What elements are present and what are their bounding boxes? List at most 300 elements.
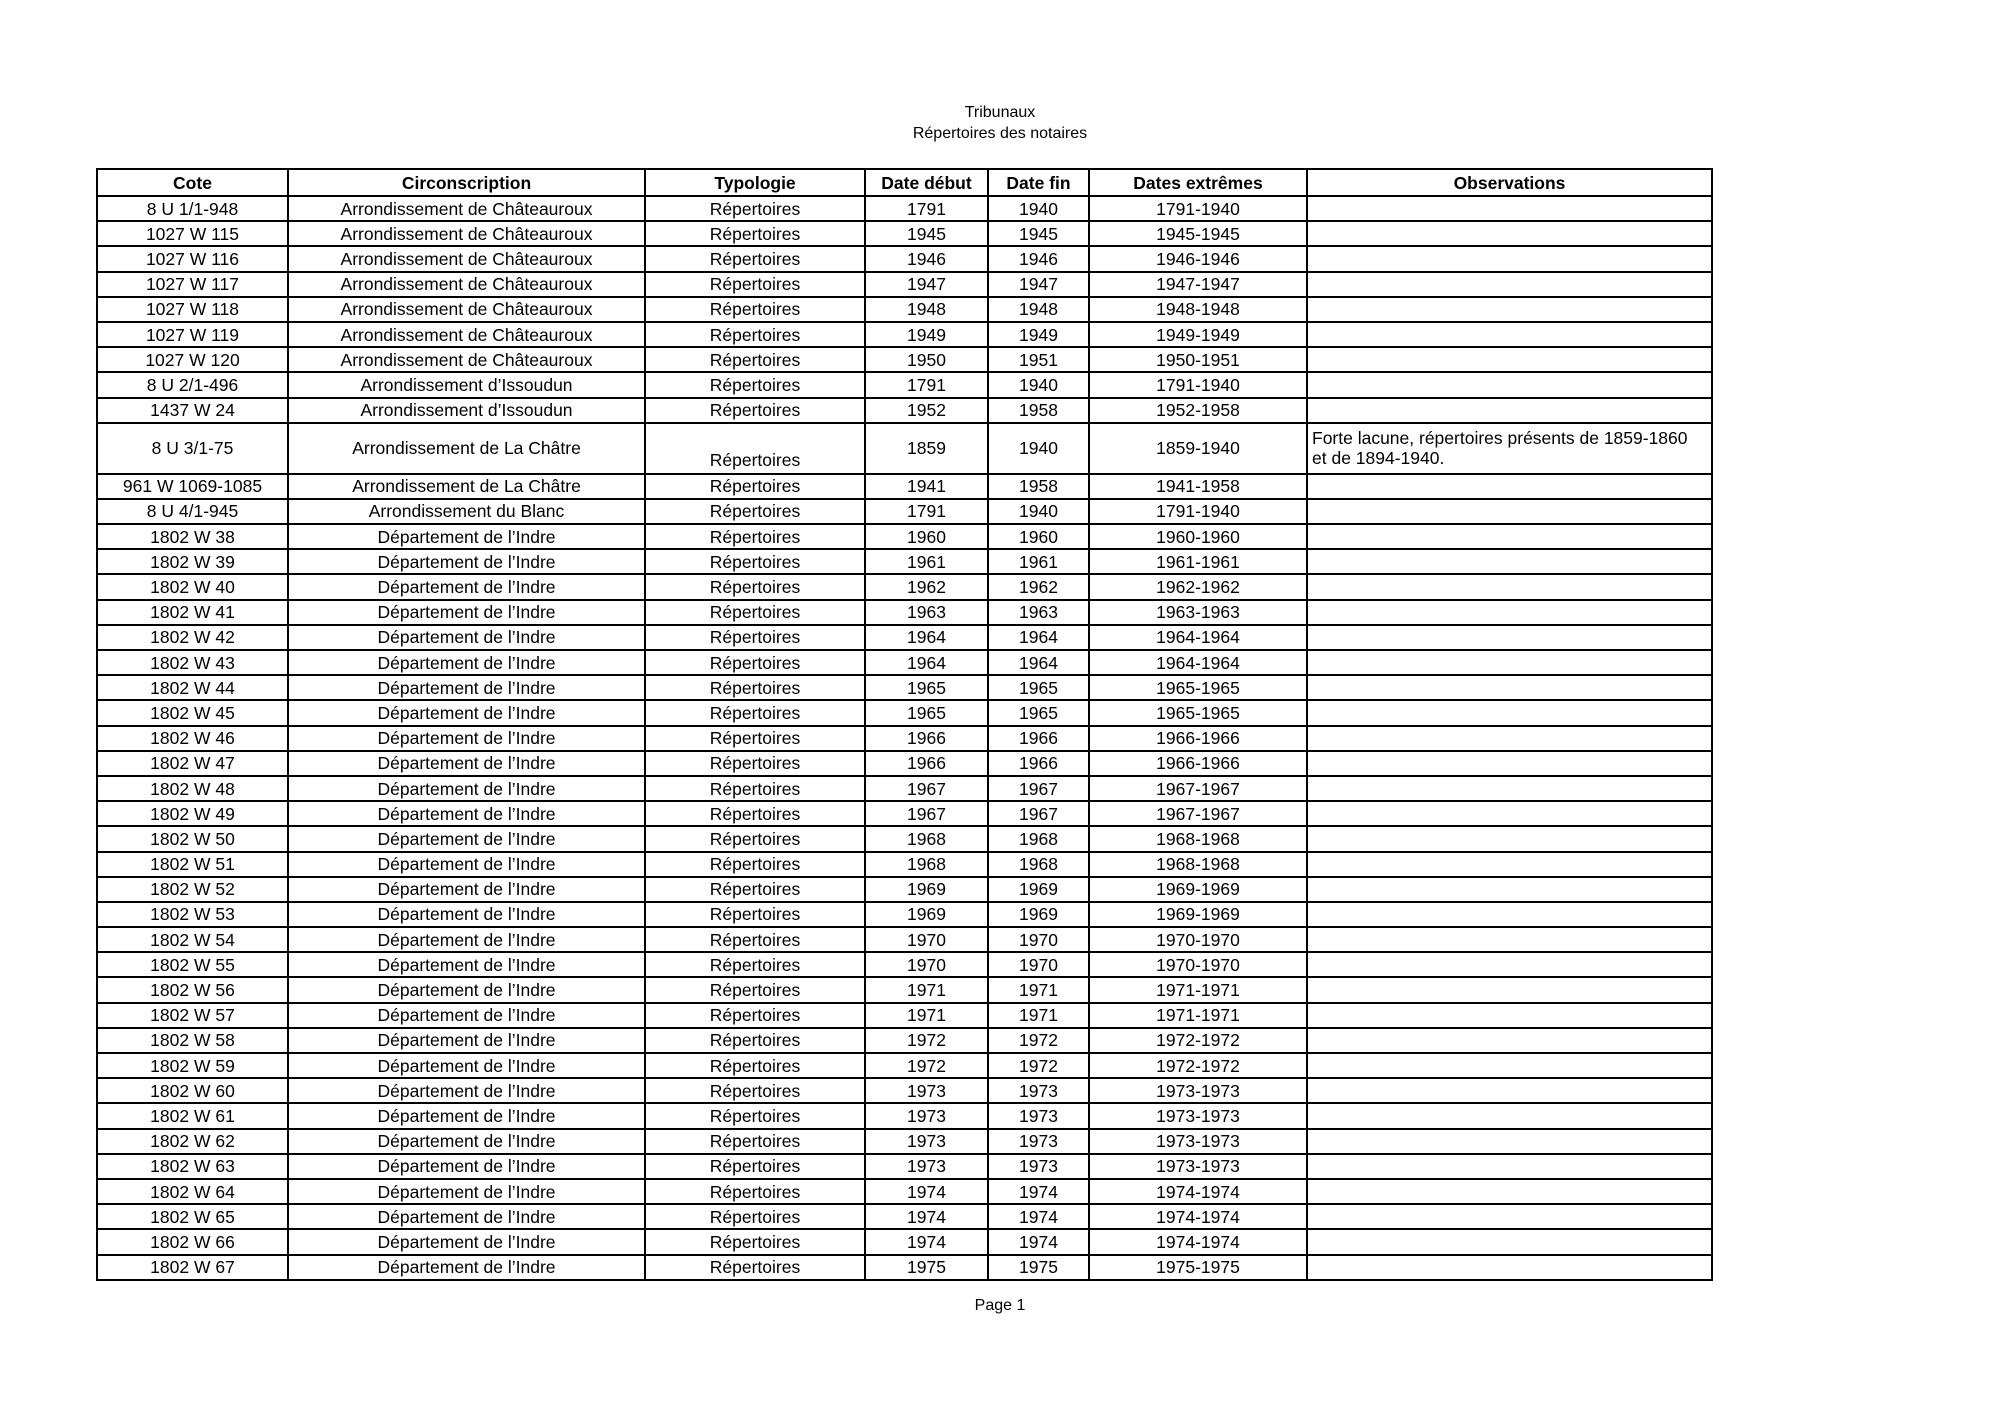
cell-observations (1307, 347, 1712, 372)
cell-typologie: Répertoires (645, 423, 865, 474)
cell-typologie: Répertoires (645, 675, 865, 700)
table-row (97, 1053, 1712, 1078)
cell-circonscription: Département de l’Indre (288, 675, 645, 700)
cell-cote: 1802 W 56 (97, 977, 288, 1002)
cell-observations (1307, 801, 1712, 826)
cell-cote: 1437 W 24 (97, 398, 288, 423)
cell-typologie: Répertoires (645, 801, 865, 826)
cell-date-fin: 1940 (988, 499, 1089, 524)
cell-observations (1307, 650, 1712, 675)
cell-observations (1307, 574, 1712, 599)
cell-date-debut: 1968 (865, 852, 988, 877)
table-row (97, 372, 1712, 397)
cell-dates-extremes: 1962-1962 (1089, 574, 1307, 599)
cell-cote: 1027 W 120 (97, 347, 288, 372)
cell-observations (1307, 549, 1712, 574)
cell-dates-extremes: 1961-1961 (1089, 549, 1307, 574)
table-row (97, 952, 1712, 977)
cell-cote: 1802 W 40 (97, 574, 288, 599)
cell-cote: 1802 W 50 (97, 826, 288, 851)
cell-cote: 1802 W 61 (97, 1103, 288, 1128)
cell-typologie: Répertoires (645, 398, 865, 423)
cell-circonscription: Arrondissement de Châteauroux (288, 196, 645, 221)
cell-cote: 8 U 4/1-945 (97, 499, 288, 524)
cell-dates-extremes: 1947-1947 (1089, 272, 1307, 297)
table-row (97, 776, 1712, 801)
column-header-dates-extremes: Dates extrêmes (1089, 169, 1307, 196)
cell-circonscription: Département de l’Indre (288, 1078, 645, 1103)
cell-typologie: Répertoires (645, 625, 865, 650)
cell-date-fin: 1940 (988, 196, 1089, 221)
cell-date-fin: 1940 (988, 372, 1089, 397)
cell-circonscription: Arrondissement de Châteauroux (288, 221, 645, 246)
cell-circonscription: Département de l’Indre (288, 1255, 645, 1280)
table-row (97, 322, 1712, 347)
cell-cote: 1802 W 65 (97, 1204, 288, 1229)
table-row (97, 751, 1712, 776)
cell-circonscription: Arrondissement de La Châtre (288, 423, 645, 474)
cell-date-fin: 1947 (988, 272, 1089, 297)
cell-circonscription: Département de l’Indre (288, 902, 645, 927)
cell-observations (1307, 372, 1712, 397)
cell-date-fin: 1970 (988, 952, 1089, 977)
cell-dates-extremes: 1966-1966 (1089, 726, 1307, 751)
cell-circonscription: Département de l’Indre (288, 776, 645, 801)
cell-dates-extremes: 1967-1967 (1089, 776, 1307, 801)
cell-circonscription: Département de l’Indre (288, 549, 645, 574)
cell-date-debut: 1969 (865, 877, 988, 902)
cell-date-debut: 1973 (865, 1154, 988, 1179)
cell-observations (1307, 272, 1712, 297)
table-row (97, 852, 1712, 877)
cell-circonscription: Département de l’Indre (288, 877, 645, 902)
cell-typologie: Répertoires (645, 927, 865, 952)
cell-dates-extremes: 1791-1940 (1089, 196, 1307, 221)
cell-circonscription: Arrondissement de La Châtre (288, 474, 645, 499)
table-row (97, 196, 1712, 221)
cell-observations (1307, 1078, 1712, 1103)
cell-circonscription: Département de l’Indre (288, 1154, 645, 1179)
cell-circonscription: Département de l’Indre (288, 650, 645, 675)
cell-typologie: Répertoires (645, 1154, 865, 1179)
cell-circonscription: Département de l’Indre (288, 1204, 645, 1229)
cell-typologie: Répertoires (645, 322, 865, 347)
cell-date-fin: 1972 (988, 1053, 1089, 1078)
cell-date-debut: 1966 (865, 751, 988, 776)
cell-dates-extremes: 1973-1973 (1089, 1154, 1307, 1179)
cell-circonscription: Département de l’Indre (288, 1179, 645, 1204)
title-line-2: Répertoires des notaires (912, 125, 1088, 142)
cell-circonscription: Département de l’Indre (288, 852, 645, 877)
cell-date-fin: 1946 (988, 246, 1089, 271)
cell-typologie: Répertoires (645, 751, 865, 776)
cell-date-fin: 1964 (988, 650, 1089, 675)
table-row (97, 1204, 1712, 1229)
cell-date-debut: 1791 (865, 196, 988, 221)
cell-observations (1307, 852, 1712, 877)
column-header-date-debut: Date début (865, 169, 988, 196)
table-row (97, 524, 1712, 549)
cell-observations (1307, 625, 1712, 650)
cell-date-debut: 1945 (865, 221, 988, 246)
cell-observations (1307, 1129, 1712, 1154)
cell-typologie: Répertoires (645, 474, 865, 499)
cell-circonscription: Arrondissement de Châteauroux (288, 297, 645, 322)
cell-observations (1307, 1103, 1712, 1128)
cell-date-fin: 1963 (988, 600, 1089, 625)
cell-date-fin: 1940 (988, 423, 1089, 474)
cell-typologie: Répertoires (645, 776, 865, 801)
cell-dates-extremes: 1970-1970 (1089, 952, 1307, 977)
cell-typologie: Répertoires (645, 1229, 865, 1254)
cell-typologie: Répertoires (645, 1255, 865, 1280)
cell-circonscription: Département de l’Indre (288, 977, 645, 1002)
cell-date-debut: 1963 (865, 600, 988, 625)
table-row (97, 1028, 1712, 1053)
cell-date-debut: 1791 (865, 372, 988, 397)
table-row (97, 474, 1712, 499)
cell-cote: 961 W 1069-1085 (97, 474, 288, 499)
cell-date-debut: 1946 (865, 246, 988, 271)
cell-observations (1307, 1003, 1712, 1028)
cell-dates-extremes: 1965-1965 (1089, 675, 1307, 700)
cell-date-debut: 1973 (865, 1129, 988, 1154)
cell-date-fin: 1969 (988, 902, 1089, 927)
cell-date-debut: 1964 (865, 625, 988, 650)
table-row (97, 272, 1712, 297)
cell-dates-extremes: 1973-1973 (1089, 1129, 1307, 1154)
table-row (97, 221, 1712, 246)
cell-circonscription: Arrondissement de Châteauroux (288, 322, 645, 347)
cell-circonscription: Département de l’Indre (288, 952, 645, 977)
cell-date-debut: 1961 (865, 549, 988, 574)
cell-cote: 1802 W 53 (97, 902, 288, 927)
cell-dates-extremes: 1967-1967 (1089, 801, 1307, 826)
cell-date-fin: 1973 (988, 1154, 1089, 1179)
cell-date-fin: 1945 (988, 221, 1089, 246)
cell-observations (1307, 977, 1712, 1002)
cell-typologie: Répertoires (645, 1003, 865, 1028)
cell-observations (1307, 726, 1712, 751)
cell-dates-extremes: 1952-1958 (1089, 398, 1307, 423)
cell-date-fin: 1965 (988, 700, 1089, 725)
cell-date-fin: 1968 (988, 826, 1089, 851)
cell-typologie: Répertoires (645, 877, 865, 902)
cell-date-debut: 1952 (865, 398, 988, 423)
cell-cote: 1027 W 117 (97, 272, 288, 297)
cell-cote: 1802 W 44 (97, 675, 288, 700)
cell-typologie: Répertoires (645, 549, 865, 574)
cell-dates-extremes: 1971-1971 (1089, 977, 1307, 1002)
table-row (97, 574, 1712, 599)
table-row (97, 347, 1712, 372)
cell-circonscription: Arrondissement de Châteauroux (288, 347, 645, 372)
cell-typologie: Répertoires (645, 1053, 865, 1078)
cell-date-fin: 1960 (988, 524, 1089, 549)
cell-date-debut: 1972 (865, 1028, 988, 1053)
cell-dates-extremes: 1974-1974 (1089, 1204, 1307, 1229)
cell-observations (1307, 297, 1712, 322)
table-row (97, 423, 1712, 474)
cell-cote: 1802 W 41 (97, 600, 288, 625)
cell-circonscription: Département de l’Indre (288, 801, 645, 826)
cell-date-fin: 1965 (988, 675, 1089, 700)
cell-date-fin: 1974 (988, 1229, 1089, 1254)
cell-cote: 1802 W 63 (97, 1154, 288, 1179)
table-row (97, 1003, 1712, 1028)
cell-circonscription: Département de l’Indre (288, 1229, 645, 1254)
cell-date-fin: 1975 (988, 1255, 1089, 1280)
cell-cote: 1802 W 58 (97, 1028, 288, 1053)
cell-cote: 1027 W 119 (97, 322, 288, 347)
cell-circonscription: Département de l’Indre (288, 625, 645, 650)
cell-observations (1307, 751, 1712, 776)
cell-observations (1307, 952, 1712, 977)
cell-date-fin: 1966 (988, 726, 1089, 751)
table-row (97, 977, 1712, 1002)
cell-observations (1307, 196, 1712, 221)
table-row (97, 877, 1712, 902)
cell-date-debut: 1974 (865, 1204, 988, 1229)
cell-date-debut: 1974 (865, 1229, 988, 1254)
cell-date-debut: 1967 (865, 776, 988, 801)
cell-date-fin: 1948 (988, 297, 1089, 322)
cell-typologie: Répertoires (645, 499, 865, 524)
cell-date-debut: 1969 (865, 902, 988, 927)
cell-observations (1307, 1154, 1712, 1179)
cell-cote: 1027 W 118 (97, 297, 288, 322)
cell-typologie: Répertoires (645, 1179, 865, 1204)
repertoires-notaires-table (96, 168, 1713, 1281)
cell-dates-extremes: 1964-1964 (1089, 625, 1307, 650)
cell-dates-extremes: 1968-1968 (1089, 852, 1307, 877)
cell-date-fin: 1969 (988, 877, 1089, 902)
cell-cote: 8 U 3/1-75 (97, 423, 288, 474)
table-row (97, 625, 1712, 650)
cell-dates-extremes: 1945-1945 (1089, 221, 1307, 246)
cell-dates-extremes: 1941-1958 (1089, 474, 1307, 499)
cell-dates-extremes: 1969-1969 (1089, 877, 1307, 902)
cell-observations (1307, 1028, 1712, 1053)
cell-cote: 1802 W 43 (97, 650, 288, 675)
table-row (97, 1129, 1712, 1154)
cell-typologie: Répertoires (645, 347, 865, 372)
cell-cote: 1802 W 59 (97, 1053, 288, 1078)
cell-typologie: Répertoires (645, 1028, 865, 1053)
cell-cote: 1802 W 66 (97, 1229, 288, 1254)
cell-circonscription: Arrondissement du Blanc (288, 499, 645, 524)
column-header-circonscription: Circonscription (288, 169, 645, 196)
cell-date-debut: 1967 (865, 801, 988, 826)
cell-date-fin: 1958 (988, 474, 1089, 499)
cell-dates-extremes: 1963-1963 (1089, 600, 1307, 625)
cell-observations (1307, 1255, 1712, 1280)
cell-dates-extremes: 1949-1949 (1089, 322, 1307, 347)
cell-dates-extremes: 1950-1951 (1089, 347, 1307, 372)
cell-date-debut: 1859 (865, 423, 988, 474)
cell-date-debut: 1973 (865, 1078, 988, 1103)
table-row (97, 1078, 1712, 1103)
cell-typologie: Répertoires (645, 272, 865, 297)
cell-dates-extremes: 1859-1940 (1089, 423, 1307, 474)
cell-date-debut: 1949 (865, 322, 988, 347)
cell-dates-extremes: 1971-1971 (1089, 1003, 1307, 1028)
cell-dates-extremes: 1973-1973 (1089, 1103, 1307, 1128)
cell-observations (1307, 499, 1712, 524)
cell-typologie: Répertoires (645, 1103, 865, 1128)
cell-observations (1307, 524, 1712, 549)
cell-dates-extremes: 1970-1970 (1089, 927, 1307, 952)
cell-typologie: Répertoires (645, 1129, 865, 1154)
cell-date-fin: 1967 (988, 776, 1089, 801)
cell-dates-extremes: 1946-1946 (1089, 246, 1307, 271)
cell-date-fin: 1972 (988, 1028, 1089, 1053)
table-row (97, 650, 1712, 675)
cell-cote: 1802 W 48 (97, 776, 288, 801)
cell-typologie: Répertoires (645, 726, 865, 751)
cell-dates-extremes: 1974-1974 (1089, 1229, 1307, 1254)
cell-date-fin: 1971 (988, 977, 1089, 1002)
cell-observations: Forte lacune, répertoires présents de 1859-1860 et de 1894-1940. (1307, 423, 1712, 474)
cell-observations (1307, 877, 1712, 902)
cell-date-debut: 1948 (865, 297, 988, 322)
cell-date-debut: 1972 (865, 1053, 988, 1078)
cell-cote: 1802 W 55 (97, 952, 288, 977)
cell-date-debut: 1964 (865, 650, 988, 675)
cell-observations (1307, 221, 1712, 246)
page-number: Page 1 (974, 1297, 1026, 1314)
cell-date-debut: 1971 (865, 1003, 988, 1028)
cell-observations (1307, 1229, 1712, 1254)
cell-cote: 1802 W 45 (97, 700, 288, 725)
cell-typologie: Répertoires (645, 196, 865, 221)
cell-typologie: Répertoires (645, 977, 865, 1002)
cell-circonscription: Département de l’Indre (288, 927, 645, 952)
cell-date-fin: 1949 (988, 322, 1089, 347)
cell-cote: 1802 W 57 (97, 1003, 288, 1028)
cell-circonscription: Arrondissement d’Issoudun (288, 398, 645, 423)
cell-typologie: Répertoires (645, 600, 865, 625)
table-row (97, 1154, 1712, 1179)
cell-typologie: Répertoires (645, 700, 865, 725)
cell-cote: 1802 W 47 (97, 751, 288, 776)
cell-date-fin: 1968 (988, 852, 1089, 877)
cell-dates-extremes: 1972-1972 (1089, 1028, 1307, 1053)
cell-date-fin: 1966 (988, 751, 1089, 776)
cell-observations (1307, 826, 1712, 851)
table-row (97, 801, 1712, 826)
cell-date-debut: 1971 (865, 977, 988, 1002)
cell-typologie: Répertoires (645, 372, 865, 397)
cell-date-fin: 1961 (988, 549, 1089, 574)
table-row (97, 902, 1712, 927)
cell-dates-extremes: 1968-1968 (1089, 826, 1307, 851)
cell-typologie: Répertoires (645, 952, 865, 977)
cell-date-fin: 1973 (988, 1129, 1089, 1154)
cell-cote: 8 U 1/1-948 (97, 196, 288, 221)
cell-typologie: Répertoires (645, 902, 865, 927)
cell-cote: 1802 W 38 (97, 524, 288, 549)
cell-dates-extremes: 1969-1969 (1089, 902, 1307, 927)
cell-typologie: Répertoires (645, 221, 865, 246)
cell-circonscription: Arrondissement de Châteauroux (288, 246, 645, 271)
cell-dates-extremes: 1966-1966 (1089, 751, 1307, 776)
cell-date-fin: 1958 (988, 398, 1089, 423)
cell-dates-extremes: 1973-1973 (1089, 1078, 1307, 1103)
table-row (97, 549, 1712, 574)
cell-date-debut: 1962 (865, 574, 988, 599)
table-row (97, 499, 1712, 524)
cell-date-fin: 1970 (988, 927, 1089, 952)
cell-cote: 1802 W 60 (97, 1078, 288, 1103)
table-row (97, 398, 1712, 423)
cell-date-debut: 1973 (865, 1103, 988, 1128)
cell-circonscription: Département de l’Indre (288, 1129, 645, 1154)
cell-observations (1307, 246, 1712, 271)
cell-date-debut: 1950 (865, 347, 988, 372)
cell-cote: 1802 W 49 (97, 801, 288, 826)
column-header-typologie: Typologie (645, 169, 865, 196)
cell-date-fin: 1974 (988, 1204, 1089, 1229)
cell-circonscription: Département de l’Indre (288, 574, 645, 599)
cell-typologie: Répertoires (645, 297, 865, 322)
cell-circonscription: Arrondissement d’Issoudun (288, 372, 645, 397)
table-row (97, 927, 1712, 952)
cell-date-fin: 1951 (988, 347, 1089, 372)
table-row (97, 826, 1712, 851)
table-row (97, 675, 1712, 700)
cell-date-fin: 1964 (988, 625, 1089, 650)
table-row (97, 1229, 1712, 1254)
cell-date-debut: 1966 (865, 726, 988, 751)
table-row (97, 1255, 1712, 1280)
cell-date-fin: 1973 (988, 1103, 1089, 1128)
cell-date-fin: 1974 (988, 1179, 1089, 1204)
cell-dates-extremes: 1791-1940 (1089, 372, 1307, 397)
cell-date-debut: 1974 (865, 1179, 988, 1204)
cell-observations (1307, 927, 1712, 952)
cell-dates-extremes: 1965-1965 (1089, 700, 1307, 725)
cell-observations (1307, 1053, 1712, 1078)
cell-date-fin: 1971 (988, 1003, 1089, 1028)
cell-circonscription: Arrondissement de Châteauroux (288, 272, 645, 297)
cell-typologie: Répertoires (645, 246, 865, 271)
cell-cote: 1802 W 52 (97, 877, 288, 902)
table-row (97, 726, 1712, 751)
cell-observations (1307, 902, 1712, 927)
cell-date-debut: 1965 (865, 675, 988, 700)
cell-circonscription: Département de l’Indre (288, 1053, 645, 1078)
cell-observations (1307, 474, 1712, 499)
column-header-observations: Observations (1307, 169, 1712, 196)
cell-date-debut: 1975 (865, 1255, 988, 1280)
cell-dates-extremes: 1972-1972 (1089, 1053, 1307, 1078)
cell-typologie: Répertoires (645, 826, 865, 851)
cell-cote: 1802 W 64 (97, 1179, 288, 1204)
cell-dates-extremes: 1974-1974 (1089, 1179, 1307, 1204)
cell-circonscription: Département de l’Indre (288, 600, 645, 625)
cell-typologie: Répertoires (645, 1204, 865, 1229)
column-header-date-fin: Date fin (988, 169, 1089, 196)
cell-circonscription: Département de l’Indre (288, 524, 645, 549)
column-header-cote: Cote (97, 169, 288, 196)
cell-observations (1307, 600, 1712, 625)
cell-cote: 1027 W 115 (97, 221, 288, 246)
cell-observations (1307, 700, 1712, 725)
cell-date-fin: 1967 (988, 801, 1089, 826)
cell-date-debut: 1941 (865, 474, 988, 499)
cell-typologie: Répertoires (645, 650, 865, 675)
